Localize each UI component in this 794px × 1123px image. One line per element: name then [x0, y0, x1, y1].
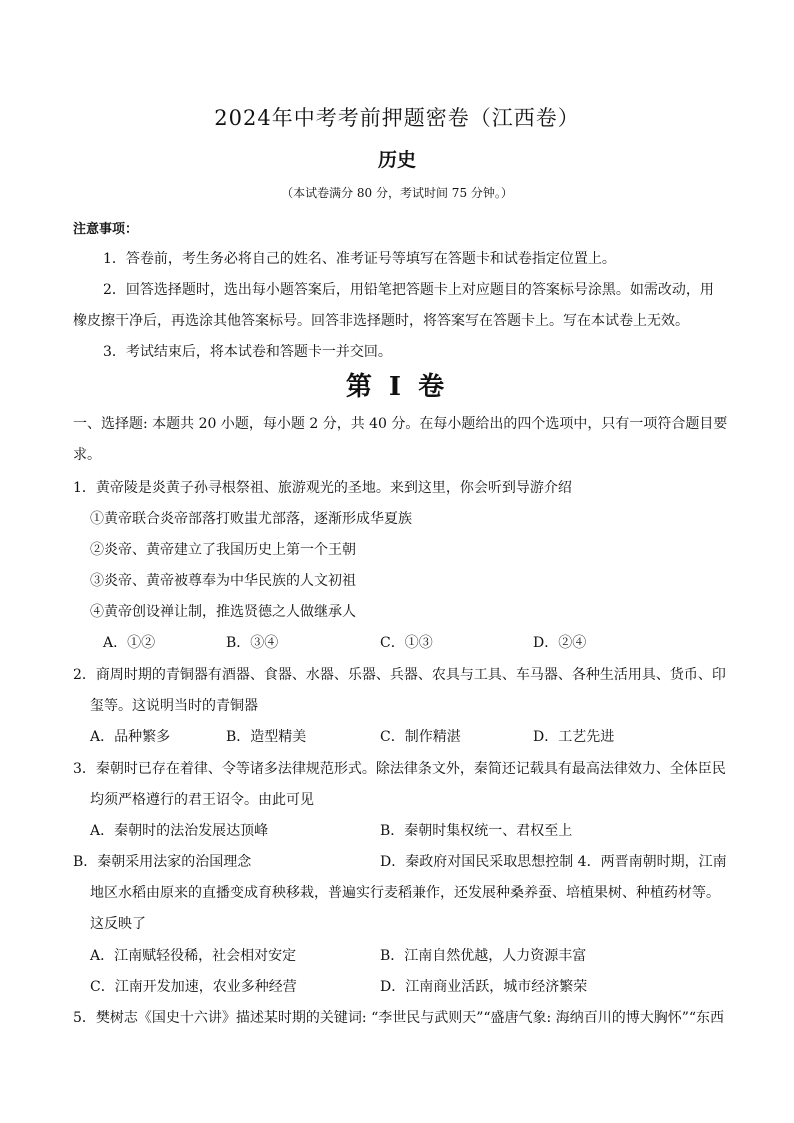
q3-option-a: A．秦朝时的法治发展达顶峰	[90, 823, 269, 839]
volume-title: 第 I 卷	[345, 372, 449, 402]
section-instruction-line-1: 一、选择题: 本题共 20 小题，每小题 2 分，共 40 分。在每小题给出的四个选项中，只有一项符合题目要	[73, 416, 728, 432]
q1-option-a: A．①②	[103, 635, 156, 651]
q2-option-a: A．品种繁多	[90, 729, 171, 745]
q4-option-a: A．江南赋轻役稀，社会相对安定	[90, 948, 297, 964]
subject-title: 历史	[377, 149, 416, 171]
q1-option-d: D．②④	[533, 635, 587, 651]
notice-item-2-line-2: 橡皮擦干净后，再选涂其他答案标号。回答非选择题时，将答案写在答题卡上。写在本试卷上无效。	[73, 313, 689, 329]
q1-statement-3: ③炎帝、黄帝被尊奉为中华民族的人文初祖	[90, 573, 356, 589]
q1-statement-1: ①黄帝联合炎帝部落打败蚩尤部落，逐渐形成华夏族	[90, 511, 412, 527]
q2-stem-line-1: 2．商周时期的青铜器有酒器、食器、水器、乐器、兵器、农具与工具、车马器、各种生活用具、货币、印	[73, 667, 726, 683]
q5-stem-line-1: 5．樊树志《国史十六讲》描述某时期的关键词: “李世民与武则天”“盛唐气象: 海纳百川的博大胸怀”“东西	[73, 1010, 725, 1026]
q3-option-b: B．秦朝时集权统一、君权至上	[380, 823, 573, 839]
q2-option-d: D．工艺先进	[533, 729, 615, 745]
q3-option-b-duplicate: B．秦朝采用法家的治国理念	[73, 854, 252, 870]
notice-item-3: 3．考试结束后，将本试卷和答题卡一并交回。	[103, 344, 392, 360]
q4-stem-line-3: 这反映了	[90, 916, 146, 932]
q2-option-b: B．造型精美	[226, 729, 307, 745]
exam-note: （本试卷满分 80 分，考试时间 75 分钟。）	[281, 186, 513, 200]
q1-statement-4: ④黄帝创设禅让制，推选贤德之人做继承人	[90, 604, 356, 620]
q4-stem-line-2: 地区水稻由原来的直播变成育秧移栽，普遍实行麦稻兼作，还发展种桑养蚕、培植果树、种植药材等。	[90, 885, 720, 901]
notices-heading: 注意事项：	[73, 222, 139, 237]
q3-option-d-and-q4-start: D．秦政府对国民采取思想控制 4．两晋南朝时期，江南	[380, 854, 727, 870]
q3-stem-line-1: 3．秦朝时已存在着律、令等诸多法律规范形式。除法律条文外，秦简还记载具有最高法律效力、全体臣民	[73, 761, 726, 777]
exam-title: 2024年中考考前押题密卷（江西卷）	[214, 106, 580, 130]
q4-option-d: D．江南商业活跃，城市经济繁荣	[380, 979, 588, 995]
q1-statement-2: ②炎帝、黄帝建立了我国历史上第一个王朝	[90, 542, 356, 558]
q1-option-b: B．③④	[226, 635, 279, 651]
q2-option-c: C．制作精湛	[380, 729, 461, 745]
q4-option-b: B．江南自然优越，人力资源丰富	[380, 948, 587, 964]
q3-stem-line-2: 均须严格遵行的君王诏令。由此可见	[90, 792, 314, 808]
q1-stem: 1．黄帝陵是炎黄子孙寻根祭祖、旅游观光的圣地。来到这里，你会听到导游介绍	[73, 480, 572, 496]
q2-stem-line-2: 玺等。这说明当时的青铜器	[90, 698, 258, 714]
notice-item-1: 1．答卷前，考生务必将自己的姓名、准考证号等填写在答题卡和试卷指定位置上。	[103, 251, 616, 267]
section-instruction-line-2: 求。	[73, 447, 101, 463]
q1-option-c: C．①③	[380, 635, 433, 651]
q4-option-c: C．江南开发加速，农业多种经营	[90, 979, 297, 995]
notice-item-2-line-1: 2．回答选择题时，选出每小题答案后，用铅笔把答题卡上对应题目的答案标号涂黑。如需改动，用	[103, 282, 714, 298]
